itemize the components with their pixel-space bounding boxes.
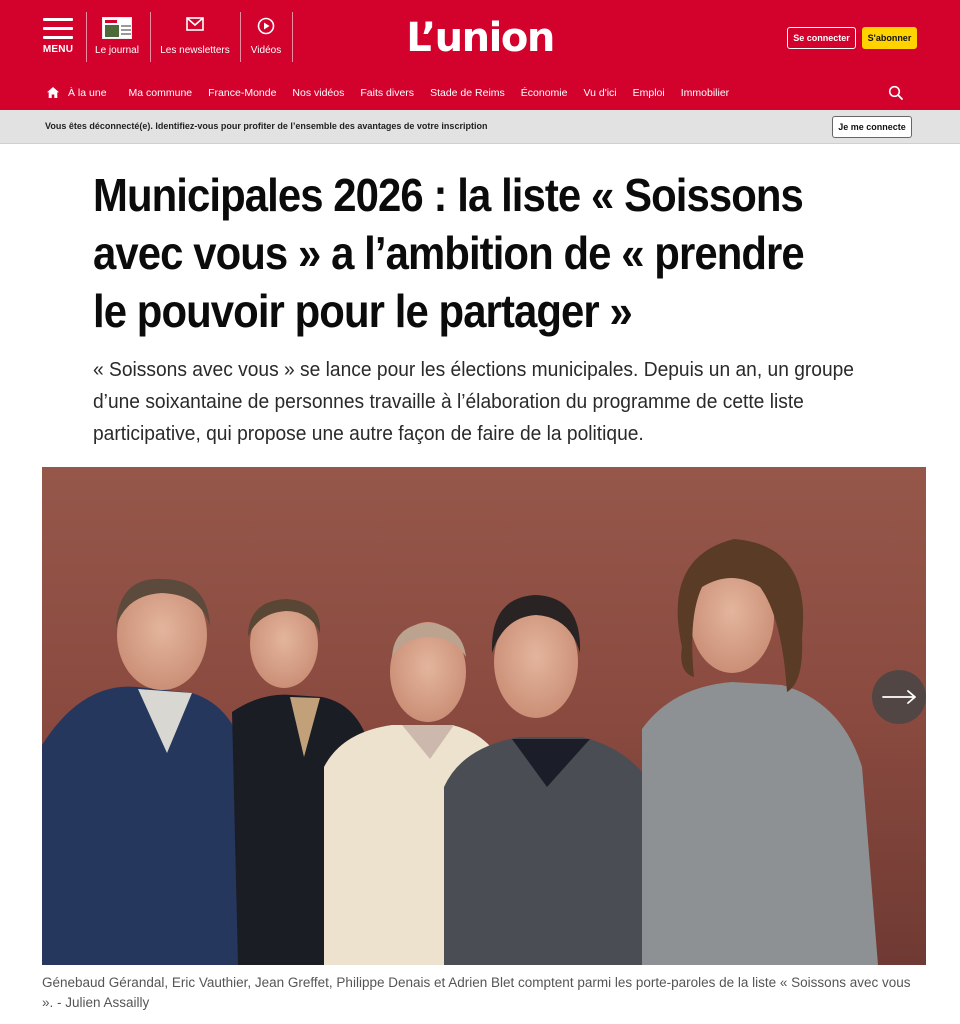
nav-item-emploi[interactable]: Emploi — [632, 86, 665, 99]
main-nav — [0, 75, 960, 110]
newsletters-label: Les newsletters — [160, 45, 230, 56]
journal-label: Le journal — [95, 45, 139, 56]
notice-login-button[interactable]: Je me connecte — [832, 116, 912, 138]
nav-item-economie[interactable]: Économie — [520, 86, 568, 99]
header-divider — [86, 12, 87, 62]
logged-out-notice — [0, 110, 960, 144]
nav-item-immobilier[interactable]: Immobilier — [680, 86, 730, 99]
newspaper-thumbnail-icon — [102, 17, 132, 39]
photo-caption: Génebaud Gérandal, Eric Vauthier, Jean Greffet, Philippe Denais et Adrien Blet comptent parmi les porte-paroles de la liste « Soissons avec vous ». - Julien Assailly — [42, 975, 911, 1010]
header-divider — [150, 12, 151, 62]
article-headline: Municipales 2026 : la liste « Soissons avec vous » a l’ambition de « prendre le pouvoir pour le partager » — [93, 169, 804, 337]
nav-item-nos-videos[interactable]: Nos vidéos — [292, 86, 345, 99]
nav-item-faits-divers[interactable]: Faits divers — [360, 86, 415, 99]
site-header — [0, 0, 960, 75]
subscribe-button[interactable]: S'abonner — [862, 27, 917, 49]
notice-text: Vous êtes déconnecté(e). Identifiez-vous pour profiter de l’ensemble des avantages de votre inscription — [45, 121, 488, 131]
menu-label: MENU — [42, 44, 74, 55]
site-logo[interactable]: L’union — [406, 15, 554, 61]
journal-link[interactable] — [94, 14, 140, 64]
nav-item-france-monde[interactable]: France-Monde — [208, 86, 277, 99]
nav-home-label: À la une — [68, 86, 107, 99]
menu-button[interactable] — [38, 16, 78, 60]
videos-link[interactable] — [246, 14, 286, 64]
arrow-right-icon — [872, 670, 926, 724]
article-lede: « Soissons avec vous » se lance pour les élections municipales. Depuis un an, un groupe d’une soixantaine de personnes travaille à l’élaboration du programme de cette liste participative, qui propose une autre façon de faire de la politique. — [93, 359, 854, 445]
header-divider — [292, 12, 293, 62]
play-circle-icon — [257, 17, 275, 40]
nav-item-vu-d-ici[interactable]: Vu d'ici — [583, 86, 617, 99]
search-icon[interactable] — [888, 85, 904, 101]
newsletters-link[interactable] — [158, 14, 232, 64]
header-divider — [240, 12, 241, 62]
nav-item-home[interactable] — [47, 87, 107, 99]
envelope-icon — [186, 17, 204, 36]
home-icon — [47, 87, 59, 98]
photo-next-button[interactable] — [872, 670, 926, 724]
nav-item-stade-de-reims[interactable]: Stade de Reims — [430, 86, 505, 99]
article-photo[interactable] — [42, 467, 926, 965]
nav-item-ma-commune[interactable]: Ma commune — [128, 86, 193, 99]
login-button[interactable]: Se connecter — [787, 27, 856, 49]
videos-label: Vidéos — [250, 45, 282, 56]
hamburger-icon — [43, 18, 73, 40]
